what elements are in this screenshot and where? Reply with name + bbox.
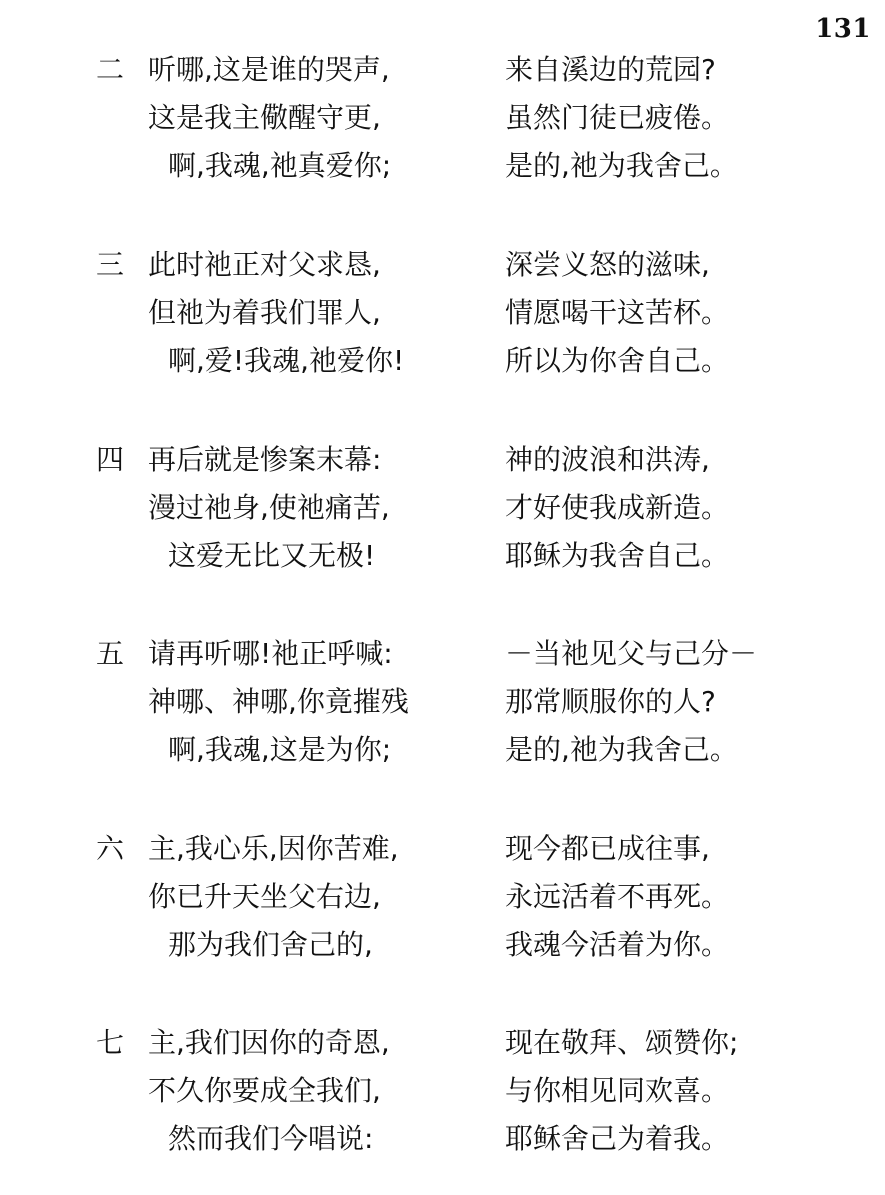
line-right-text: 是的,祂为我舍己。: [505, 733, 738, 766]
line-right-text: 耶稣为我舍自己。: [505, 539, 730, 572]
stanza-line: [0, 94, 885, 142]
line-left-text: 那为我们舍己的,: [168, 928, 373, 961]
line-left-text: 此时祂正对父求恳,: [148, 248, 381, 281]
line-right-text: 耶稣舍己为着我。: [505, 1122, 730, 1155]
line-left-text: 听哪,这是谁的哭声,: [148, 53, 390, 86]
stanza-line: [0, 726, 885, 774]
stanza-line: [0, 630, 885, 678]
line-left-text: 这是我主儆醒守更,: [148, 101, 381, 134]
line-left-text: 啊,我魂,祂真爱你;: [168, 149, 392, 182]
line-left-text: 神哪、神哪,你竟摧残: [148, 685, 409, 718]
stanza-line: [0, 921, 885, 969]
line-right-text: 所以为你舍自己。: [505, 344, 730, 377]
stanza-line: [0, 142, 885, 190]
stanza-line: [0, 289, 885, 337]
stanza-line: [0, 678, 885, 726]
line-right-text: 虽然门徒已疲倦。: [505, 101, 730, 134]
line-left-text: 漫过祂身,使祂痛苦,: [148, 491, 390, 524]
line-right-text: 与你相见同欢喜。: [505, 1074, 730, 1107]
stanza-number: 二: [96, 53, 125, 86]
page-number: 131: [815, 14, 871, 44]
stanza-line: [0, 337, 885, 385]
line-right-text: 是的,祂为我舍己。: [505, 149, 738, 182]
line-left-text: 请再听哪!祂正呼喊:: [148, 637, 393, 670]
line-right-text: 来自溪边的荒园?: [505, 53, 716, 86]
stanza-line: [0, 484, 885, 532]
line-left-text: 啊,我魂,这是为你;: [168, 733, 392, 766]
stanza-line: [0, 873, 885, 921]
line-right-text: 才好使我成新造。: [505, 491, 730, 524]
stanza-line: [0, 1115, 885, 1163]
line-left-text: 这爱无比又无极!: [168, 539, 376, 572]
line-right-text: 现今都已成往事,: [505, 832, 710, 865]
line-left-text: 再后就是惨案末幕:: [148, 443, 382, 476]
stanza-number: 四: [96, 443, 125, 476]
line-left-text: 主,我心乐,因你苦难,: [148, 832, 399, 865]
line-left-text: 不久你要成全我们,: [148, 1074, 381, 1107]
line-left-text: 主,我们因你的奇恩,: [148, 1026, 390, 1059]
stanza-number: 七: [96, 1026, 125, 1059]
stanza-line: [0, 46, 885, 94]
stanza-number: 六: [96, 832, 125, 865]
stanza-line: [0, 825, 885, 873]
line-left-text: 啊,爱!我魂,祂爱你!: [168, 344, 405, 377]
line-right-text: －当祂见父与己分－: [505, 637, 758, 670]
stanza-number: 三: [96, 248, 125, 281]
line-right-text: 神的波浪和洪涛,: [505, 443, 710, 476]
line-right-text: 那常顺服你的人?: [505, 685, 716, 718]
stanza-line: [0, 532, 885, 580]
stanza-line: [0, 1067, 885, 1115]
line-left-text: 然而我们今唱说:: [168, 1122, 374, 1155]
stanza-line: [0, 241, 885, 289]
line-right-text: 深尝义怒的滋味,: [505, 248, 710, 281]
line-right-text: 我魂今活着为你。: [505, 928, 730, 961]
stanza-line: [0, 1019, 885, 1067]
stanza-number: 五: [96, 637, 125, 670]
line-right-text: 现在敬拜、颂赞你;: [505, 1026, 739, 1059]
stanza-line: [0, 436, 885, 484]
line-right-text: 情愿喝干这苦杯。: [505, 296, 730, 329]
line-left-text: 你已升天坐父右边,: [148, 880, 381, 913]
line-right-text: 永远活着不再死。: [505, 880, 730, 913]
line-left-text: 但祂为着我们罪人,: [148, 296, 381, 329]
